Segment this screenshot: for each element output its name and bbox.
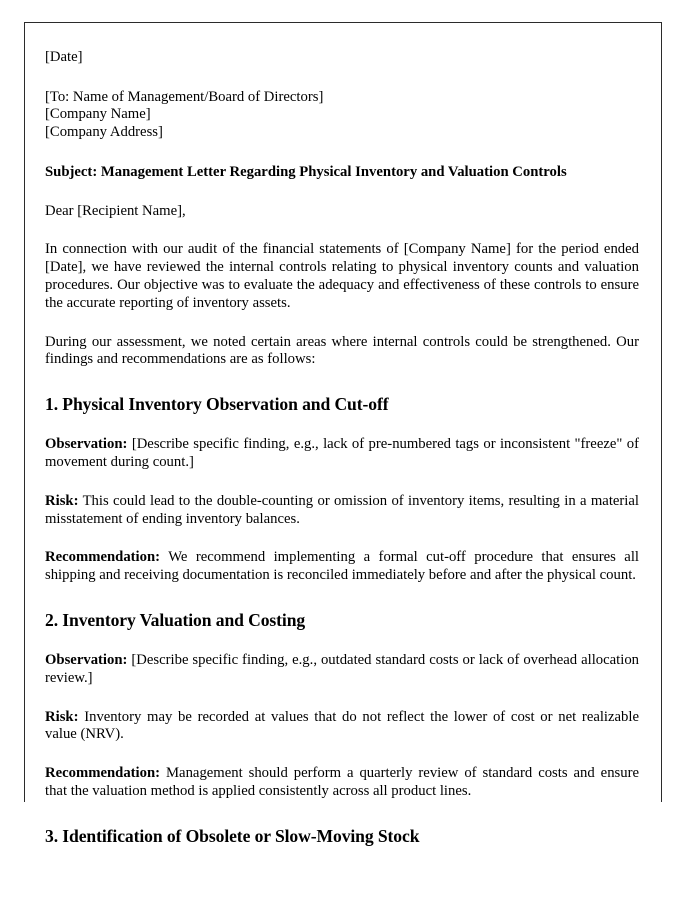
intro-paragraph-1: In connection with our audit of the financial statements of [Company Name] for the period ended [Date], we have reviewed the internal controls relating to physical inventory counts and valuation procedures. Our objective was to evaluate the adequacy and effectiveness of these controls to ensure the accurate reporting of inventory assets. — [45, 241, 639, 311]
recipient-address-block — [45, 89, 639, 142]
section-heading-1: 1. Physical Inventory Observation and Cut-off — [45, 394, 389, 415]
recipient-line-company-address: [Company Address] — [45, 123, 163, 140]
date-placeholder: [Date] — [45, 49, 83, 65]
section-1-recommendation — [45, 549, 639, 585]
observation-label: Observation: — [45, 436, 128, 453]
observation-text: [Describe specific finding, e.g., outdated standard costs or lack of overhead allocation review.] — [45, 651, 640, 686]
salutation: Dear [Recipient Name], — [45, 203, 186, 220]
observation-label: Observation: — [45, 651, 128, 668]
section-heading-2: 2. Inventory Valuation and Costing — [45, 609, 306, 630]
recommendation-label: Recommendation: — [45, 549, 161, 566]
risk-label: Risk: — [45, 708, 79, 725]
subject-line: Subject: Management Letter Regarding Physical Inventory and Valuation Controls — [45, 164, 567, 181]
section-2-recommendation — [45, 765, 639, 801]
recipient-line-to: [To: Name of Management/Board of Directors] — [45, 88, 324, 105]
recommendation-text: Management should perform a quarterly review of standard costs and ensure that the valuation method is applied consistently across all product lines. — [45, 765, 640, 799]
observation-text: [Describe specific finding, e.g., lack of pre-numbered tags or inconsistent "freeze" of movement during count.] — [45, 436, 640, 470]
recommendation-label: Recommendation: — [45, 765, 161, 782]
section-1-observation — [45, 436, 639, 472]
recommendation-text: We recommend implementing a formal cut-off procedure that ensures all shipping and receiving documentation is reconciled immediately before and after the physical count. — [45, 549, 639, 584]
document-page — [24, 22, 662, 846]
risk-text: This could lead to the double-counting or omission of inventory items, resulting in a material misstatement of ending inventory balances. — [45, 492, 639, 527]
section-1-risk — [45, 493, 639, 529]
intro-paragraph-2: During our assessment, we noted certain areas where internal controls could be strengthened. Our findings and recommendations are as follows: — [45, 333, 639, 368]
recipient-line-company-name: [Company Name] — [45, 106, 151, 123]
risk-label: Risk: — [45, 492, 79, 509]
section-2-risk — [45, 709, 639, 745]
section-heading-3: 3. Identification of Obsolete or Slow-Moving Stock — [45, 825, 420, 846]
section-2-observation — [45, 652, 639, 688]
document-content — [25, 23, 661, 847]
risk-text: Inventory may be recorded at values that do not reflect the lower of cost or net realizable value (NRV). — [45, 708, 639, 743]
